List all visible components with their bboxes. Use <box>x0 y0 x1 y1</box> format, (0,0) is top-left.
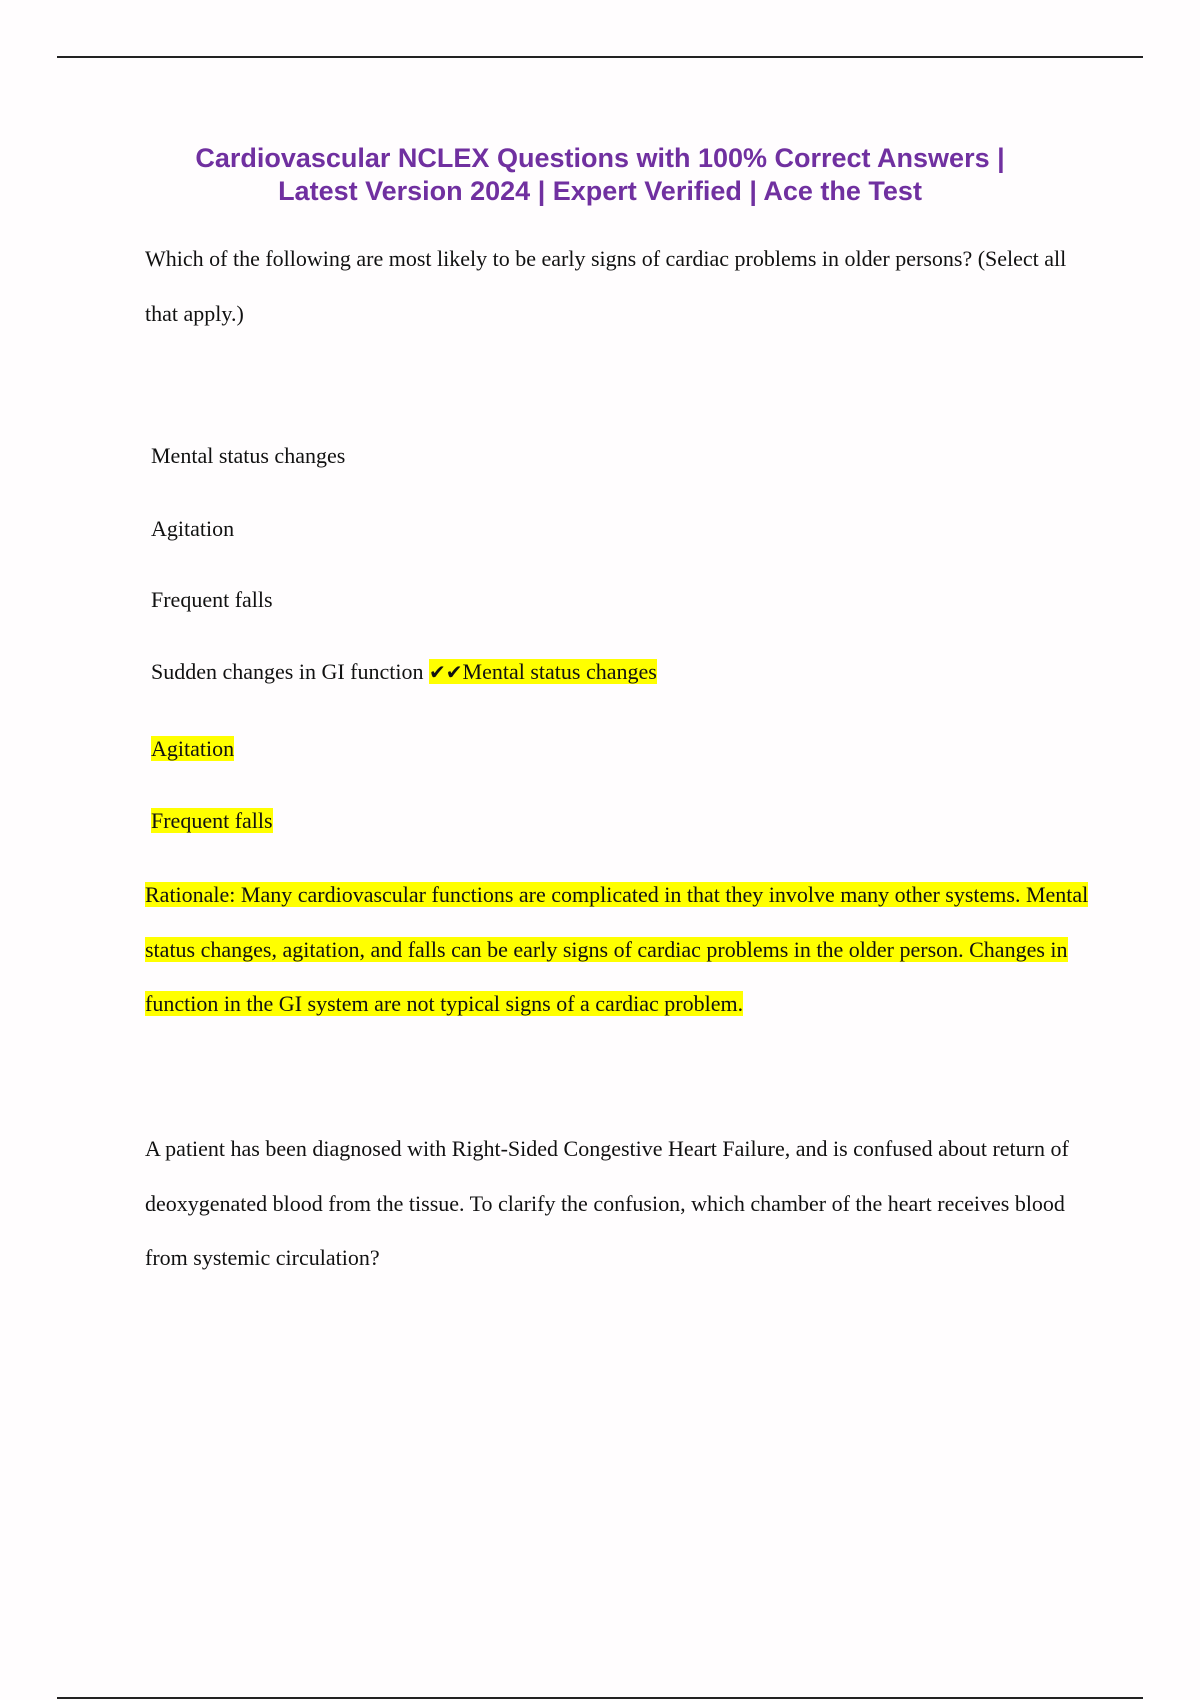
answer-row-agitation <box>151 734 234 764</box>
document-title <box>100 142 1100 208</box>
answer-highlight-1 <box>429 659 657 684</box>
bottom-rule <box>57 1697 1143 1699</box>
rationale-text: Rationale: Many cardiovascular functions are complicated in that they involve many other systems. Mental status changes, agitation, and falls can be early signs of cardiac problems in the older person. Changes in function in the GI system are not typical signs of a cardiac problem. <box>145 882 1089 1016</box>
answer-frequent-falls: Frequent falls <box>151 808 273 833</box>
option-mental-status: Mental status changes <box>151 443 346 468</box>
option-frequent-falls: Frequent falls <box>151 587 273 612</box>
top-rule <box>57 56 1143 58</box>
title-line-1: Cardiovascular NCLEX Questions with 100% Correct Answers | <box>195 143 1005 173</box>
rationale-block <box>145 868 1090 1032</box>
question-1-text: Which of the following are most likely to be early signs of cardiac problems in older persons? (Select all that apply.) <box>145 246 1067 326</box>
answer-mental-status: Mental status changes <box>462 659 657 684</box>
answer-agitation: Agitation <box>151 736 235 761</box>
question-2-text: A patient has been diagnosed with Right-Sided Congestive Heart Failure, and is confused about return of deoxygenated blood from the tissue. To clarify the confusion, which chamber of the heart receives blood from systemic circulation? <box>145 1136 1069 1270</box>
option-gi-function-row <box>151 657 657 687</box>
option-agitation: Agitation <box>151 516 235 541</box>
answer-row-frequent-falls <box>151 806 273 836</box>
checkmark-icon: ✔✔ <box>429 660 463 684</box>
title-line-2: Latest Version 2024 | Expert Verified | Ace the Test <box>278 176 922 206</box>
option-gi-function: Sudden changes in GI function <box>151 659 424 684</box>
